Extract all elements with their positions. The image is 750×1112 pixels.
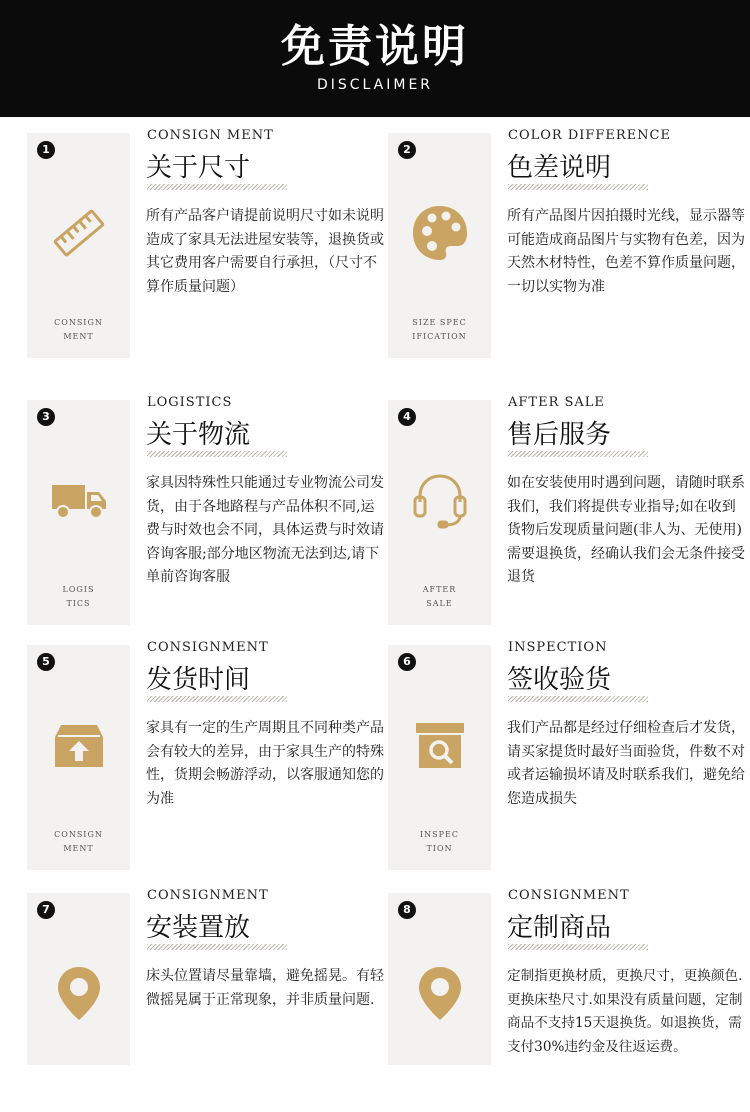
page-header [0,0,750,117]
divider-stripes [508,451,648,457]
card-english-title: CONSIGNMENT [508,888,630,903]
card-title: 关于尺寸 [146,153,251,183]
card-english-title: CONSIGNMENT [147,888,269,903]
card-description: 床头位置请尽量靠墙，避免摇晃。有轻微摇晃属于正常现象，并非质量问题. [146,968,384,1008]
inspect-box-icon [410,715,470,775]
card-logistics [27,390,387,630]
headset-icon [410,470,470,530]
icon-caption: INSPEC TION [420,830,459,853]
card-installation [27,883,387,1108]
icon-caption: LOGIS TICS [62,585,95,608]
location-pin-icon [410,963,470,1023]
card-title: 关于物流 [146,420,251,450]
divider-stripes [508,944,648,950]
divider-stripes [147,944,287,950]
card-shipping-time [27,635,387,875]
palette-icon [410,203,470,263]
card-custom-goods [388,883,748,1108]
card-english-title: COLOR DIFFERENCE [508,128,671,143]
ruler-icon [49,203,109,263]
card-icon-panel [27,893,130,1065]
card-number: 2 [398,141,416,159]
card-english-title: LOGISTICS [147,395,233,410]
divider-stripes [147,451,287,457]
page-subtitle: DISCLAIMER [316,77,434,93]
divider-stripes [508,696,648,702]
card-number: 4 [398,408,416,426]
card-icon-panel [388,400,491,625]
card-icon-panel [27,400,130,625]
card-english-title: AFTER SALE [508,395,605,410]
icon-caption: AFTER SALE [422,585,457,608]
card-english-title: INSPECTION [508,640,608,655]
card-icon-panel [388,133,491,358]
card-inspection [388,635,748,875]
card-english-title: CONSIGN MENT [147,128,274,143]
icon-caption: CONSIGN MENT [54,318,103,341]
card-icon-panel [388,645,491,870]
card-title: 售后服务 [507,420,612,450]
card-description: 所有产品客户请提前说明尺寸如未说明造成了家具无法进屋安装等，退换货或其它费用客户需要自行承担，（尺寸不算作质量问题） [146,208,384,295]
card-number: 8 [398,901,416,919]
card-description: 如在安装使用时遇到问题，请随时联系我们，我们将提供专业指导;如在收到货物后发现质量问题(非人为、无使用)需要退换货，经确认我们会无条件接受退货 [507,475,745,585]
card-icon-panel [388,893,491,1065]
page-title: 免责说明 [281,21,469,72]
icon-caption: CONSIGN MENT [54,830,103,853]
card-title: 安装置放 [146,913,251,943]
location-pin-icon [49,963,109,1023]
card-size [27,123,387,363]
card-color-difference [388,123,748,363]
divider-stripes [147,184,287,190]
card-description: 我们产品都是经过仔细检查后才发货，请买家提货时最好当面验货，件数不对或者运输损坏请及时联系我们，避免给您造成损失 [507,720,745,807]
card-icon-panel [27,645,130,870]
card-title: 定制商品 [507,913,612,943]
divider-stripes [147,696,287,702]
card-english-title: CONSIGNMENT [147,640,269,655]
icon-caption: SIZE SPEC IFICATION [412,318,467,341]
card-title: 签收验货 [507,665,612,695]
divider-stripes [508,184,648,190]
card-description: 定制指更换材质，更换尺寸，更换颜色.更换床垫尺寸.如果没有质量问题，定制商品不支持15天退换货。如退换货，需支付30%违约金及往返运费。 [507,968,743,1055]
card-number: 5 [37,653,55,671]
card-number: 1 [37,141,55,159]
card-icon-panel [27,133,130,358]
upload-box-icon [49,715,109,775]
card-number: 3 [37,408,55,426]
card-description: 家具有一定的生产周期且不同种类产品会有较大的差异，由于家具生产的特殊性，货期会畅游浮动，以客服通知您的为准 [146,720,384,807]
truck-icon [49,470,109,530]
card-description: 所有产品图片因拍摄时光线，显示器等可能造成商品图片与实物有色差，因为天然木材特性，色差不算作质量问题，一切以实物为准 [507,208,745,295]
card-number: 6 [398,653,416,671]
card-after-sale [388,390,748,630]
card-title: 色差说明 [507,153,612,183]
card-number: 7 [37,901,55,919]
card-title: 发货时间 [146,665,251,695]
card-description: 家具因特殊性只能通过专业物流公司发货，由于各地路程与产品体积不同,运费与时效也会不同，具体运费与时效请咨询客服;部分地区物流无法到达,请下单前咨询客服 [146,475,384,585]
